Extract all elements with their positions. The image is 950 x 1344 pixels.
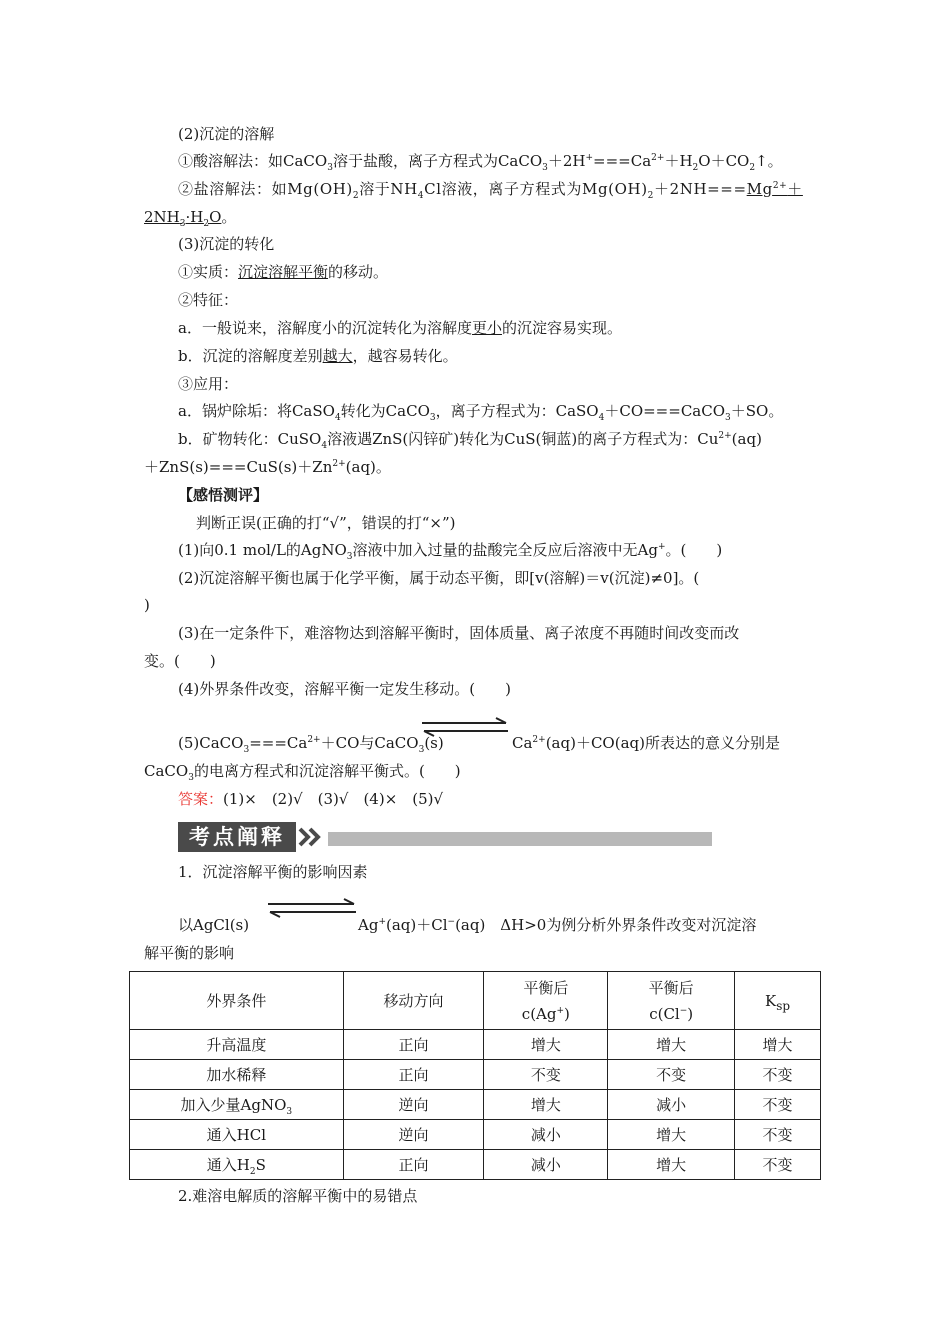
table-cell: 减小 xyxy=(484,1120,608,1150)
table-cell: 增大 xyxy=(484,1030,608,1060)
text: b．矿物转化：CuSO xyxy=(178,430,322,448)
text: CaCO xyxy=(144,762,189,780)
text: (aq) ΔH>0为例分析外界条件改变对沉淀溶 xyxy=(455,916,757,934)
text: 。( ) xyxy=(665,541,723,559)
answer-underline: $2NH_3\cdot H_2O$ xyxy=(144,208,222,229)
feature-label: ②特征： xyxy=(178,291,239,309)
point-1-intro-cont: 解平衡的影响 xyxy=(144,944,235,962)
text: a．一般说来，溶解度小的沉淀转化为溶解度 xyxy=(178,319,472,337)
point-2-title: 2.难溶电解质的溶解平衡中的易错点 xyxy=(178,1187,418,1205)
text: ＋ZnS(s)===CuS(s)＋Zn xyxy=(144,458,333,476)
text: Ag xyxy=(358,916,379,934)
text: 转化为CaCO xyxy=(340,402,430,420)
salt-dissolution-line-2 xyxy=(144,207,236,227)
table-row xyxy=(130,1060,821,1090)
table-cell: 逆向 xyxy=(343,1120,484,1150)
text: 的电离方程式和沉淀溶解平衡式。( ) xyxy=(193,762,461,780)
banner-bar xyxy=(328,832,712,846)
table-cell: 不变 xyxy=(735,1060,821,1090)
question-2-cont: ) xyxy=(144,596,150,614)
header-cell: 外界条件 xyxy=(130,972,344,1030)
text: a．锅炉除垢：将CaSO xyxy=(178,402,335,420)
table-cell: 逆向 xyxy=(343,1090,484,1120)
section-3-title: (3)沉淀的转化 xyxy=(178,235,275,253)
text: ＋SO。 xyxy=(730,402,784,420)
text: ===Ca xyxy=(249,734,308,752)
acid-dissolution-line: ①酸溶解法：如CaCO$_3$溶于盐酸，离子方程式为$CaCO_3+2H^+===Ca^{2+}+H_2O+CO_2↑$。 xyxy=(178,152,783,173)
table-cell: 不变 xyxy=(735,1090,821,1120)
text: 的移动。 xyxy=(328,263,389,281)
text: ②盐溶解法：如Mg(OH) xyxy=(178,180,353,198)
section-2-title: (2)沉淀的溶解 xyxy=(178,125,275,143)
table-cell: 加水稀释 xyxy=(130,1060,344,1090)
essence-line xyxy=(178,262,388,282)
answer-underline: 更小 xyxy=(471,319,502,337)
text: 溶于盐酸，离子方程式为CaCO xyxy=(332,152,543,170)
assessment-instruction: 判断正误(正确的打“√”，错误的打“×”) xyxy=(196,514,456,532)
influence-table xyxy=(129,971,821,1180)
question-5-right: $Ca^{2+}(aq)+CO(aq)$所表达的意义分别是 xyxy=(512,734,780,752)
table-row xyxy=(130,1030,821,1060)
point-1-intro-right: Ag+(aq)＋Cl−(aq) ΔH>0为例分析外界条件改变对沉淀溶 xyxy=(358,916,757,934)
text: 溶液中加入过量的盐酸完全反应后溶液中无Ag xyxy=(352,541,658,559)
section-banner xyxy=(178,822,712,852)
text: (s) xyxy=(424,734,444,752)
table-cell: 加入少量AgNO$_3$ xyxy=(130,1090,344,1120)
text: 溶于NH xyxy=(359,180,418,198)
table-cell: 增大 xyxy=(484,1090,608,1120)
apply-b-line: b．矿物转化：CuSO$_4$溶液遇ZnS(闪锌矿)转化为CuS(铜蓝)的离子方程式为：$Cu^{2+}(aq)$ xyxy=(178,430,762,451)
text: (aq)＋Cl xyxy=(385,916,448,934)
text: ＋CO与CaCO xyxy=(320,734,419,752)
text: ①实质： xyxy=(178,263,239,281)
text: Ca xyxy=(512,734,533,752)
text: ＋H xyxy=(664,152,693,170)
table-row xyxy=(130,1150,821,1180)
table-cell: 减小 xyxy=(608,1090,735,1120)
answer-underline: 沉淀溶解平衡 xyxy=(238,263,329,281)
table-cell: 增大 xyxy=(608,1030,735,1060)
question-5: $(5)CaCO_3===Ca^{2+}+CO$与CaCO$_3$(s) xyxy=(178,734,444,755)
text: ①酸溶解法：如CaCO xyxy=(178,152,328,170)
table-cell: 正向 xyxy=(343,1030,484,1060)
question-3-cont: 变。( ) xyxy=(144,652,216,670)
answer-underline: 越大 xyxy=(322,347,353,365)
text: ===Ca xyxy=(593,152,652,170)
table-cell: 正向 xyxy=(343,1060,484,1090)
table-cell: 增大 xyxy=(608,1120,735,1150)
table-row xyxy=(130,1120,821,1150)
answer-line xyxy=(178,789,443,809)
text: ＋CO===CaCO xyxy=(604,402,726,420)
header-cell: 移动方向 xyxy=(343,972,484,1030)
apply-label: ③应用： xyxy=(178,375,239,393)
equilibrium-arrow-icon xyxy=(268,898,356,918)
feature-b-line xyxy=(178,346,458,366)
table-cell: 不变 xyxy=(608,1060,735,1090)
text: 。 xyxy=(221,208,237,226)
table-cell: 减小 xyxy=(484,1150,608,1180)
table-cell: 通入$H_2S$ xyxy=(130,1150,344,1180)
salt-dissolution-line: ②盐溶解法：如$Mg(OH)_2$溶于$NH_4Cl$溶液，离子方程式为$Mg(OH)_2+2NH===Mg^{2+}+$ xyxy=(178,180,803,201)
text: b．沉淀的溶解度差别 xyxy=(178,347,323,365)
text: ＋2H xyxy=(547,152,586,170)
text: Cl溶液，离子方程式为Mg(OH) xyxy=(424,180,648,198)
text: (5)CaCO xyxy=(178,734,244,752)
table-cell: 不变 xyxy=(735,1150,821,1180)
table-cell: 增大 xyxy=(608,1150,735,1180)
table-cell: 不变 xyxy=(484,1060,608,1090)
point-1-intro: 以AgCl(s) xyxy=(178,916,250,934)
table-cell: 增大 xyxy=(735,1030,821,1060)
answer-underline: $Mg^{2+}+$ xyxy=(746,180,803,198)
header-cell: 平衡后 c(Cl−) xyxy=(608,972,735,1030)
answer-text: (1)× (2)√ (3)√ (4)× (5)√ xyxy=(223,790,444,808)
text: 溶液遇ZnS(闪锌矿)转化为CuS(铜蓝)的离子方程式为：Cu xyxy=(327,430,719,448)
question-5-cont: CaCO$_3$的电离方程式和沉淀溶解平衡式。( ) xyxy=(144,762,461,783)
table-row xyxy=(130,1090,821,1120)
text: ，越容易转化。 xyxy=(352,347,458,365)
table-cell: 正向 xyxy=(343,1150,484,1180)
text: ↑。 xyxy=(755,152,783,170)
text: O＋CO xyxy=(698,152,750,170)
text: (aq)＋CO(aq)所表达的意义分别是 xyxy=(545,734,780,752)
point-1-title: 1．沉淀溶解平衡的影响因素 xyxy=(178,863,368,881)
table-cell: 不变 xyxy=(735,1120,821,1150)
double-chevron-icon xyxy=(298,826,322,848)
text: (aq) xyxy=(731,430,762,448)
header-cell: $K_{sp}$ xyxy=(735,972,821,1030)
text: 的沉淀容易实现。 xyxy=(501,319,622,337)
assessment-heading: 【感悟测评】 xyxy=(178,486,269,504)
question-4: (4)外界条件改变，溶解平衡一定发生移动。( ) xyxy=(178,680,511,698)
banner-title: 考点阐释 xyxy=(178,822,296,852)
table-cell: 升高温度 xyxy=(130,1030,344,1060)
table-header-row xyxy=(130,972,821,1030)
text: ＋2NH=== xyxy=(653,180,747,198)
text: (aq)。 xyxy=(345,458,391,476)
text: ，离子方程式为：CaSO xyxy=(435,402,599,420)
table-cell: 通入HCl xyxy=(130,1120,344,1150)
question-3: (3)在一定条件下，难溶物达到溶解平衡时，固体质量、离子浓度不再随时间改变而改 xyxy=(178,624,740,642)
answer-label: 答案： xyxy=(178,790,224,808)
apply-a-line: a．锅炉除垢：将CaSO$_4$转化为CaCO$_3$，离子方程式为：CaSO$_4$＋CO===CaCO$_3$＋SO。 xyxy=(178,402,784,423)
feature-a-line xyxy=(178,318,622,338)
text: (1)向0.1 mol/L的AgNO xyxy=(178,541,347,559)
apply-b-line-2: $+ZnS(s)===CuS(s)+Zn^{2+}(aq)$。 xyxy=(144,458,391,476)
header-cell: 平衡后 c(Ag+) xyxy=(484,972,608,1030)
question-1: (1)向0.1 mol/L的AgNO$_3$溶液中加入过量的盐酸完全反应后溶液中无Ag+。( ) xyxy=(178,541,723,562)
question-2: (2)沉淀溶解平衡也属于化学平衡，属于动态平衡，即[v(溶解)＝v(沉淀)≠0]。( xyxy=(178,569,700,587)
